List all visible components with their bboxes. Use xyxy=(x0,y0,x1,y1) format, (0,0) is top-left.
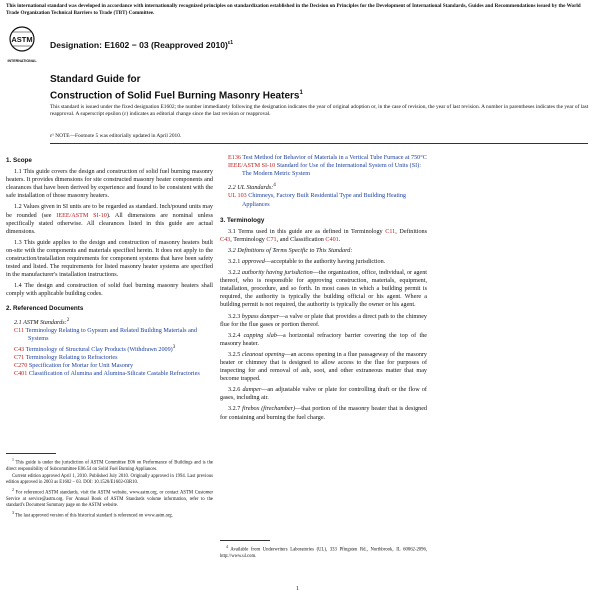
editorial-note: ε¹ NOTE—Footnote 5 was editorially updated in April 2010. xyxy=(50,133,182,139)
right-column xyxy=(220,154,427,422)
def-text: —a valve or plate that provides a direct path to the chimney flue for the flue gases or portion thereof. xyxy=(220,313,427,328)
footnote-edition: Current edition approved April 1, 2010. Published July 2010. Originally approved in 1994. Last previous edition approved in 2003 as E1602 – 03. DOI: 10.1520/E1602-03R10. xyxy=(6,473,213,485)
scope-1-1: 1.1 This guide covers the design and construction of solid fuel burning masonry heaters. It provides dimensions for site constructed masonry heater components and clearances that have been derived by experience and found to be consistent with the safe installation of those masonry heaters. xyxy=(6,169,213,200)
ref-code[interactable]: E136 xyxy=(228,155,241,161)
astm-standards-label-text: 2.1 ASTM Standards: xyxy=(14,319,67,326)
astm-standards-sup: 2 xyxy=(66,316,70,323)
ref-title[interactable]: Classification of Alumina and Alumina-Silicate Castable Refractories xyxy=(28,371,200,378)
ref-c270[interactable] xyxy=(14,362,213,370)
svg-text:INTERNATIONAL: INTERNATIONAL xyxy=(7,59,37,63)
term-3-1-text: 3.1 Terms used in this guide are as defined in Terminology xyxy=(228,228,386,235)
issued-statement: This standard is issued under the fixed designation E1602; the number immediately following the designation indicates the year of original adoption or, in the case of revision, the year of last revision. A number in parentheses indicates the year of last reapproval. A superscript epsilon (ε) indicates an editorial change since the last revision or reapproval. xyxy=(50,104,589,118)
c71-link[interactable]: C71 xyxy=(266,236,277,243)
ref-code[interactable]: C11 xyxy=(14,327,25,334)
ref-title[interactable]: Standard for Use of the International System of Units (SI): The Modern Metric System xyxy=(242,163,421,178)
scope-1-2-text-b: ). All dimensions are nominal unless specifically stated otherwise. All clearances listed in this guide are actual dimensions. xyxy=(6,212,213,235)
ref-c43[interactable] xyxy=(14,343,213,354)
def-text: —the organization, office, individual, or agent thereof, who is responsible for approving construction, materials, equipment, installation, procedure, and so forth. In most cases in which a building permit is required, the authority is typically the building official or his agent. Where a building permit is not required, the authority is typically the owner or his agent. xyxy=(220,270,427,309)
footnote-rule xyxy=(6,453,56,454)
def-term: damper xyxy=(242,387,262,394)
header-notice: This international standard was developed in accordance with internationally recognized principles on standardization established in the Decision on Principles for the Development of International Standards, Guides and Recommendations issued by the World Trade Organization Technical Barriers to Trade (TBT) Committee. xyxy=(6,3,581,16)
title-footnote-ref: 1 xyxy=(299,89,303,96)
ref-code[interactable]: UL 103 xyxy=(228,193,247,200)
def-num: 3.2.7 xyxy=(228,406,241,413)
ref-sup: 3 xyxy=(172,343,176,350)
def-text: —acceptable to the authority having jurisdiction. xyxy=(264,258,386,265)
def-text: —a horizontal refractory barrier covering the top of the masonry heater. xyxy=(220,332,427,347)
designation-epsilon: ε1 xyxy=(227,40,234,47)
footnote-text: For referenced ASTM standards, visit the ASTM website, www.astm.org, or contact ASTM Customer Service at service@astm.org. For Annual Book of ASTM Standards volume information, refer to the standard's Document Summary page on the ASTM website. xyxy=(6,490,214,508)
definition xyxy=(220,332,427,348)
footnote-1 xyxy=(6,457,213,473)
ref-code[interactable]: IEEE/ASTM SI-10 xyxy=(228,163,276,170)
c43-link[interactable]: C43 xyxy=(220,236,231,243)
term-3-1 xyxy=(220,228,427,244)
ref-c11[interactable] xyxy=(14,327,213,343)
def-term: authority having jurisdiction xyxy=(241,270,313,277)
definition xyxy=(220,258,427,266)
def-num: 3.2.3 xyxy=(228,313,241,320)
definition xyxy=(220,351,427,383)
ul-standards-label-text: 2.2 UL Standards: xyxy=(228,185,274,192)
footnote-text: Available from Underwriters Laboratories (UL), 333 Pfingsten Rd., Northbrook, IL 60062-2096, http://www.ul.com. xyxy=(220,547,428,559)
ref-title[interactable]: Test Method for Behavior of Materials in a Vertical Tube Furnace at 750°C xyxy=(242,155,427,161)
def-text: —an access opening in a flue passageway of the masonry heater or chimney that is designed to allow access to the flue for purposes of inspecting for and removal of ash, soot, and other extraneous matter that may become trapped. xyxy=(220,351,428,383)
title-line1: Standard Guide for xyxy=(50,74,141,85)
document-title xyxy=(50,74,303,102)
ref-si10[interactable] xyxy=(228,162,427,178)
footnote-marker: 2 xyxy=(12,487,14,492)
def-num: 3.2.4 xyxy=(228,332,241,339)
ref-code[interactable]: C401 xyxy=(14,371,28,378)
section-terminology-heading: 3. Terminology xyxy=(220,216,265,224)
def-num: 3.2.5 xyxy=(228,351,241,358)
astm-standards-label xyxy=(14,316,213,327)
footnote-marker: 1 xyxy=(12,458,14,462)
scope-1-2-text-a: 1.2 Values given in SI units are to be regarded as standard. Inch/pound units may be rounded (see xyxy=(6,204,213,219)
c11-link[interactable]: C11 xyxy=(385,228,396,235)
astm-logo xyxy=(9,24,35,66)
def-term: cleanout opening xyxy=(241,351,285,358)
term-3-1-text: , Definitions xyxy=(395,228,428,235)
def-text: —that portion of the masonry heater that is designed for containing and burning the fuel charge. xyxy=(220,406,428,421)
def-term: approved xyxy=(241,258,265,265)
definition xyxy=(220,386,427,402)
term-3-2 xyxy=(220,247,427,255)
ref-title[interactable]: Terminology Relating to Gypsum and Related Building Materials and Systems xyxy=(25,327,197,342)
section-refs-heading: 2. Referenced Documents xyxy=(6,304,84,312)
ul-standards-label xyxy=(228,181,427,192)
left-footnotes xyxy=(6,453,213,519)
header-divider xyxy=(50,143,588,144)
ref-code[interactable]: C43 xyxy=(14,346,25,353)
term-3-1-text: , Terminology xyxy=(230,236,267,243)
ref-title[interactable]: Chimneys, Factory Built Residential Type and Building Heating Appliances xyxy=(242,193,406,208)
scope-1-3: 1.3 This guide applies to the design and construction of masonry heaters built on-site with the components and materials specified herein. It does not apply to the construction/installation requirements for component systems that have been safety tested and listed. The requirements for listed masonry heater systems are specified in the manufacturer's installation instructions. xyxy=(6,239,213,279)
svg-text:ASTM: ASTM xyxy=(11,35,33,44)
si10-link[interactable]: IEEE/ASTM SI-10 xyxy=(56,212,107,219)
definition xyxy=(220,405,427,421)
term-3-1-text: . xyxy=(338,236,341,243)
ref-title[interactable]: Terminology Relating to Refractories xyxy=(25,355,118,362)
def-num: 3.2.1 xyxy=(228,258,241,265)
ul-standards-sup: 4 xyxy=(273,182,276,189)
footnote-marker: 4 xyxy=(226,545,228,549)
ref-code[interactable]: C71 xyxy=(14,355,25,362)
footnote-text: This guide is under the jurisdiction of ASTM Committee E06 on Performance of Buildings and is the direct responsibility of Subcommittee E06.54 on Solid Fuel Burning Appliances. xyxy=(6,460,213,472)
ref-ul103[interactable] xyxy=(228,192,427,208)
section-scope-heading: 1. Scope xyxy=(6,157,32,164)
def-term: firebox (firechamber) xyxy=(242,406,296,413)
definition xyxy=(220,313,427,329)
def-term: bypass damper xyxy=(241,313,279,320)
left-column xyxy=(6,154,213,378)
c401-link[interactable]: C401 xyxy=(325,236,339,243)
title-line2: Construction of Solid Fuel Burning Masonry Heaters xyxy=(50,89,300,101)
footnote-4 xyxy=(220,544,427,560)
ref-title[interactable]: Specification for Mortar for Unit Masonry xyxy=(28,363,134,370)
ref-c71[interactable] xyxy=(14,354,213,362)
ref-c401[interactable] xyxy=(14,370,213,378)
footnote-text: The last approved version of this historical standard is referenced on www.astm.org. xyxy=(15,513,173,519)
footnote-rule xyxy=(220,540,270,541)
page-number: 1 xyxy=(296,586,299,592)
footnote-marker: 3 xyxy=(12,510,14,515)
term-3-2-text: 3.2 Definitions of Terms Specific to This Standard: xyxy=(228,247,353,254)
designation-label: Designation: E1602 − 03 (Reapproved 2010) xyxy=(50,40,228,50)
designation xyxy=(50,40,233,50)
term-3-1-text: , and Classification xyxy=(276,236,326,243)
scope-1-4: 1.4 The design and construction of solid fuel burning masonry heaters shall comply with applicable building codes. xyxy=(6,283,213,298)
ref-code[interactable]: C270 xyxy=(14,363,28,370)
def-num: 3.2.6 xyxy=(228,387,241,394)
footnote-2 xyxy=(6,487,213,509)
def-text: —an adjustable valve or plate for controlling draft or the flow of gases, including air. xyxy=(220,387,427,402)
def-num: 3.2.2 xyxy=(228,270,241,277)
scope-1-2 xyxy=(6,203,213,235)
definition xyxy=(220,269,427,309)
ref-e136[interactable] xyxy=(228,154,427,162)
right-footnotes xyxy=(220,540,427,560)
ref-title[interactable]: Terminology of Structural Clay Products (Withdrawn 2009) xyxy=(25,346,173,353)
def-term: capping slab xyxy=(243,332,277,339)
footnote-3 xyxy=(6,510,213,520)
